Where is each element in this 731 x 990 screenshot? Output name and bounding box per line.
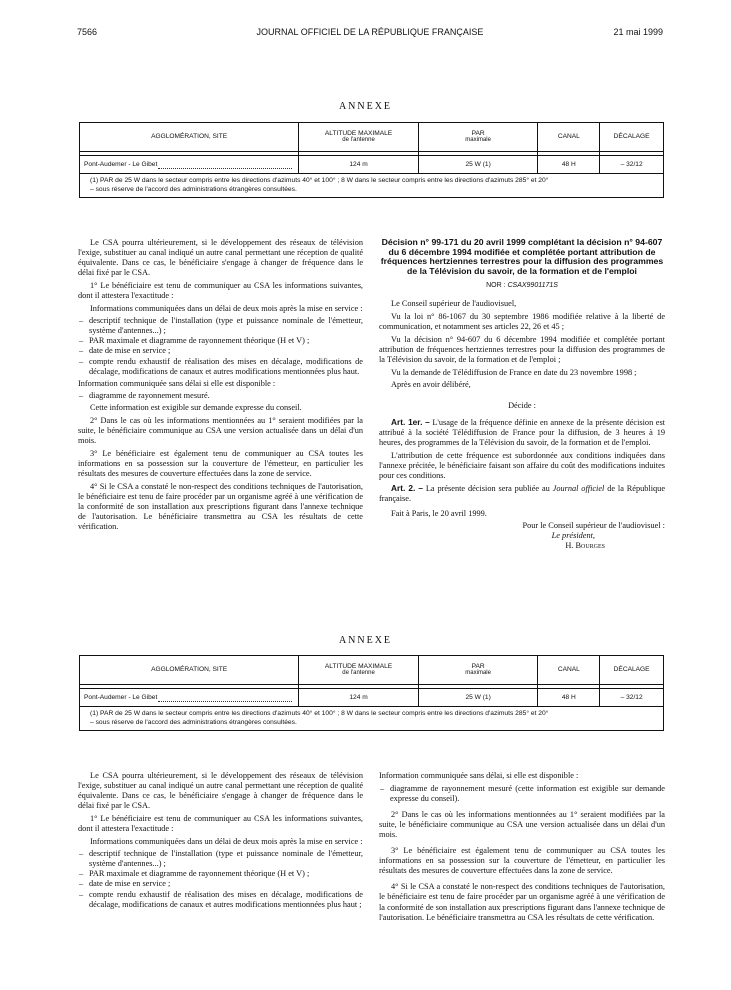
paragraph: 3° Le bénéficiaire est également tenu de communiquer au CSA toutes les informations en sa possession sur la couverture de l'émetteur, en particulier les résultats des mesures de couverture effectuées dans la zone de service. [379,846,665,876]
place-date: Fait à Paris, le 20 avril 1999. [391,508,487,518]
annexe-title: ANNEXE [338,635,393,646]
annexe-table [79,655,664,731]
table-notes [80,707,663,730]
list-item: – PAR maximale et diagramme de rayonnement théorique (H et V) ; [78,336,363,346]
paragraph: Informations communiquées dans un délai de deux mois après la mise en service : [90,303,363,313]
article-2-text-end: de la République française. [379,484,665,504]
site-name: Pont-Audemer - Le Gibet [84,693,158,701]
header-par-sub: maximale [465,137,491,144]
nor-code: CSAX9901171S [507,282,558,290]
signature-line: Pour le Conseil supérieur de l'audiovisuel : [522,521,665,531]
header-altitude [299,656,419,684]
list-item: – PAR maximale et diagramme de rayonnement théorique (H et V) ; [78,869,363,879]
article-1 [379,417,665,448]
paragraph: Vu la demande de Télédiffusion de France en date du 23 novembre 1998 ; [391,367,637,377]
publication-date: 21 mai 1999 [613,27,663,37]
list-item: – diagramme de rayonnement mesuré. [78,391,363,401]
header-par [419,123,539,151]
header-par-label: PAR [471,662,485,670]
paragraph: Vu la loi n° 86-1067 du 30 septembre 1986 modifiée relative à la liberté de communication, et notamment ses articles 22, 26 et 45 ; [379,312,665,332]
table-note-2: – sous réserve de l'accord des administrations étrangères consultées. [90,185,297,193]
article-1-text: L'usage de la fréquence définie en annexe de la présente décision est attribué à la société Télédiffusion de France pour la diffusion, de 3 heures à 19 heures, des programmes de la Télévision du savoir, de la formation et de l'emploi. [379,417,665,447]
table-header-row [80,656,663,685]
header-canal: CANAL [538,123,600,151]
nor-label: NOR : [486,282,506,290]
info-list [379,784,665,804]
header-altitude-sub: de l'antenne [342,137,375,144]
signature-block [379,521,665,551]
info-list [78,316,363,377]
signatory-name: H. Bourges [565,541,605,551]
header-par [419,656,539,684]
table-note-1: (1) PAR de 25 W dans le secteur compris entre les directions d'azimuts 40° et 100° ; 8 W dans le secteur compris entre les directions d'azimuts 285° et 20° [90,710,549,717]
paragraph: Après en avoir délibéré, [391,380,471,390]
table-row [80,689,663,707]
left-column-1 [78,238,363,535]
cell-par: 25 W (1) [419,689,539,706]
signature-title: Le président, [551,531,595,541]
list-item: – compte rendu exhaustif de réalisation des mises en décalage, modifications de décalage, modifications de canaux et autres modifications mentionnées plus haut ; [78,890,363,910]
site-name: Pont-Audemer - Le Gibet [84,160,158,168]
journal-title: JOURNAL OFFICIEL DE LA RÉPUBLIQUE FRANÇAISE [256,27,484,37]
cell-canal: 48 H [538,156,600,173]
cell-altitude: 124 m [299,156,419,173]
paragraph: 2° Dans le cas où les informations mentionnées au 1° seraient modifiées par la suite, le bénéficiaire communique au CSA une version actualisée dans un délai d'un mois. [379,809,665,839]
article-2 [379,483,665,504]
list-item: – compte rendu exhaustif de réalisation des mises en décalage, modifications de décalage, modifications de canaux et autres modifications mentionnées plus haut. [78,357,363,377]
paragraph: Le CSA pourra ultérieurement, si le développement des réseaux de télévision l'exige, substituer au canal indiqué un autre canal permettant une réception de qualité équivalente. Dans ce cas, le bénéficiaire s'engage à changer de fréquence dans le délai fixé par le CSA. [78,771,363,811]
page-number: 7566 [77,27,98,37]
paragraph: 1° Le bénéficiaire est tenu de communiquer au CSA les informations suivantes, dont il attestera l'exactitude : [78,280,363,300]
nor-reference [379,281,665,291]
paragraph: L'attribution de cette fréquence est subordonnée aux conditions indiquées dans l'annexe précitée, le bénéficiaire faisant son affaire du coût des modifications induites pour ces conditions. [379,450,665,480]
header-site: AGGLOMÉRATION, SITE [80,123,299,151]
table-note-2: – sous réserve de l'accord des administrations étrangères consultées. [90,718,297,726]
paragraph: 2° Dans le cas où les informations mentionnées au 1° seraient modifiées par la suite, le bénéficiaire communique au CSA une version actualisée dans un délai d'un mois. [78,416,363,446]
paragraph: Information communiquée sans délai, si elle est disponible : [379,771,579,780]
paragraph: Information communiquée sans délai si elle est disponible : [78,378,276,388]
cell-site [80,689,299,706]
info-list [78,849,363,910]
paragraph: 3° Le bénéficiaire est également tenu de communiquer au CSA toutes les informations en sa possession sur la couverture de l'émetteur, en particulier les résultats des mesures de couverture effectuées dans la zone de service. [78,448,363,478]
header-altitude-label: ALTITUDE MAXIMALE [324,129,393,137]
paragraph: Vu la décision n° 94-607 du 6 décembre 1994 modifiée et complétée portant attribution de fréquences hertziennes terrestres pour la diffusion des programmes de la Télévision du savoir, de la formation et de l'emploi ; [379,334,665,364]
header-site: AGGLOMÉRATION, SITE [80,656,299,684]
list-item: – diagramme de rayonnement mesuré (cette information est exigible sur demande expresse du conseil). [379,784,665,804]
cell-altitude: 124 m [299,689,419,706]
journal-reference: Journal officiel [552,484,605,494]
paragraph: 1° Le bénéficiaire est tenu de communiquer au CSA les informations suivantes, dont il attestera l'exactitude : [78,813,363,833]
table-row [80,156,663,174]
decide-heading: Décide : [508,400,536,410]
list-item: – descriptif technique de l'installation (type et puissance nominale de l'émetteur, système d'antennes...) ; [78,849,363,869]
table-note-1: (1) PAR de 25 W dans le secteur compris entre les directions d'azimuts 40° et 100° ; 8 W dans le secteur compris entre les directions d'azimuts 285° et 20° [90,177,549,184]
list-item: – descriptif technique de l'installation (type et puissance nominale de l'émetteur, système d'antennes...) ; [78,316,363,336]
list-item: – date de mise en service ; [78,879,363,889]
info-list [78,391,363,401]
annexe-title: ANNEXE [338,101,393,112]
cell-site [80,156,299,173]
article-2-label: Art. 2. – [391,483,423,494]
table-header-row [80,123,663,152]
header-par-label: PAR [471,129,485,137]
article-1-label: Art. 1er. – [391,416,430,427]
paragraph: Le Conseil supérieur de l'audiovisuel, [391,299,517,309]
article-2-text: La présente décision sera publiée au [425,484,550,494]
cell-decalage: – 32/12 [620,693,643,701]
header-par-sub: maximale [465,670,491,677]
paragraph: Informations communiquées dans un délai de deux mois après la mise en service : [90,836,363,846]
header-canal: CANAL [538,656,600,684]
cell-canal: 48 H [538,689,600,706]
cell-par: 25 W (1) [419,156,539,173]
decision-column [379,238,665,551]
right-column-2 [379,771,665,925]
header-altitude-sub: de l'antenne [342,670,375,677]
cell-decalage: – 32/12 [620,160,643,168]
page-header [77,27,663,41]
left-column-2 [78,771,363,912]
header-altitude [299,123,419,151]
decision-title: Décision n° 99-171 du 20 avril 1999 complétant la décision n° 94-607 du 6 décembre 1994 modifiée et complétée portant attribution de fréquences hertziennes terrestres pour la diffusion des programmes de la Télévision du savoir, de la formation et de l'emploi [380,237,664,276]
list-item: – date de mise en service ; [78,346,363,356]
header-decalage: DÉCALAGE [613,666,650,674]
table-notes [80,174,663,197]
paragraph: 4° Si le CSA a constaté le non-respect des conditions techniques de l'autorisation, le bénéficiaire est tenu de faire procéder par un organisme agréé à une vérification de la conformité de son installation aux prescriptions figurant dans l'annexe technique de l'autorisation. Le bénéficiaire transmettra au CSA les résultats de cette vérification. [78,481,363,531]
header-decalage: DÉCALAGE [613,133,650,141]
annexe-table [79,122,664,198]
paragraph: Le CSA pourra ultérieurement, si le développement des réseaux de télévision l'exige, substituer au canal indiqué un autre canal permettant une réception de qualité équivalente. Dans ce cas, le bénéficiaire s'engage à changer de fréquence dans le délai fixé par le CSA. [78,238,363,278]
paragraph: Cette information est exigible sur demande expresse du conseil. [90,403,302,413]
header-altitude-label: ALTITUDE MAXIMALE [324,662,393,670]
paragraph: 4° Si le CSA a constaté le non-respect des conditions techniques de l'autorisation, le bénéficiaire est tenu de faire procéder par un organisme agréé à une vérification de la conformité de son installation aux prescriptions figurant dans l'annexe technique de l'autorisation. Le bénéficiaire transmettra au CSA les résultats de cette vérification. [379,882,665,922]
